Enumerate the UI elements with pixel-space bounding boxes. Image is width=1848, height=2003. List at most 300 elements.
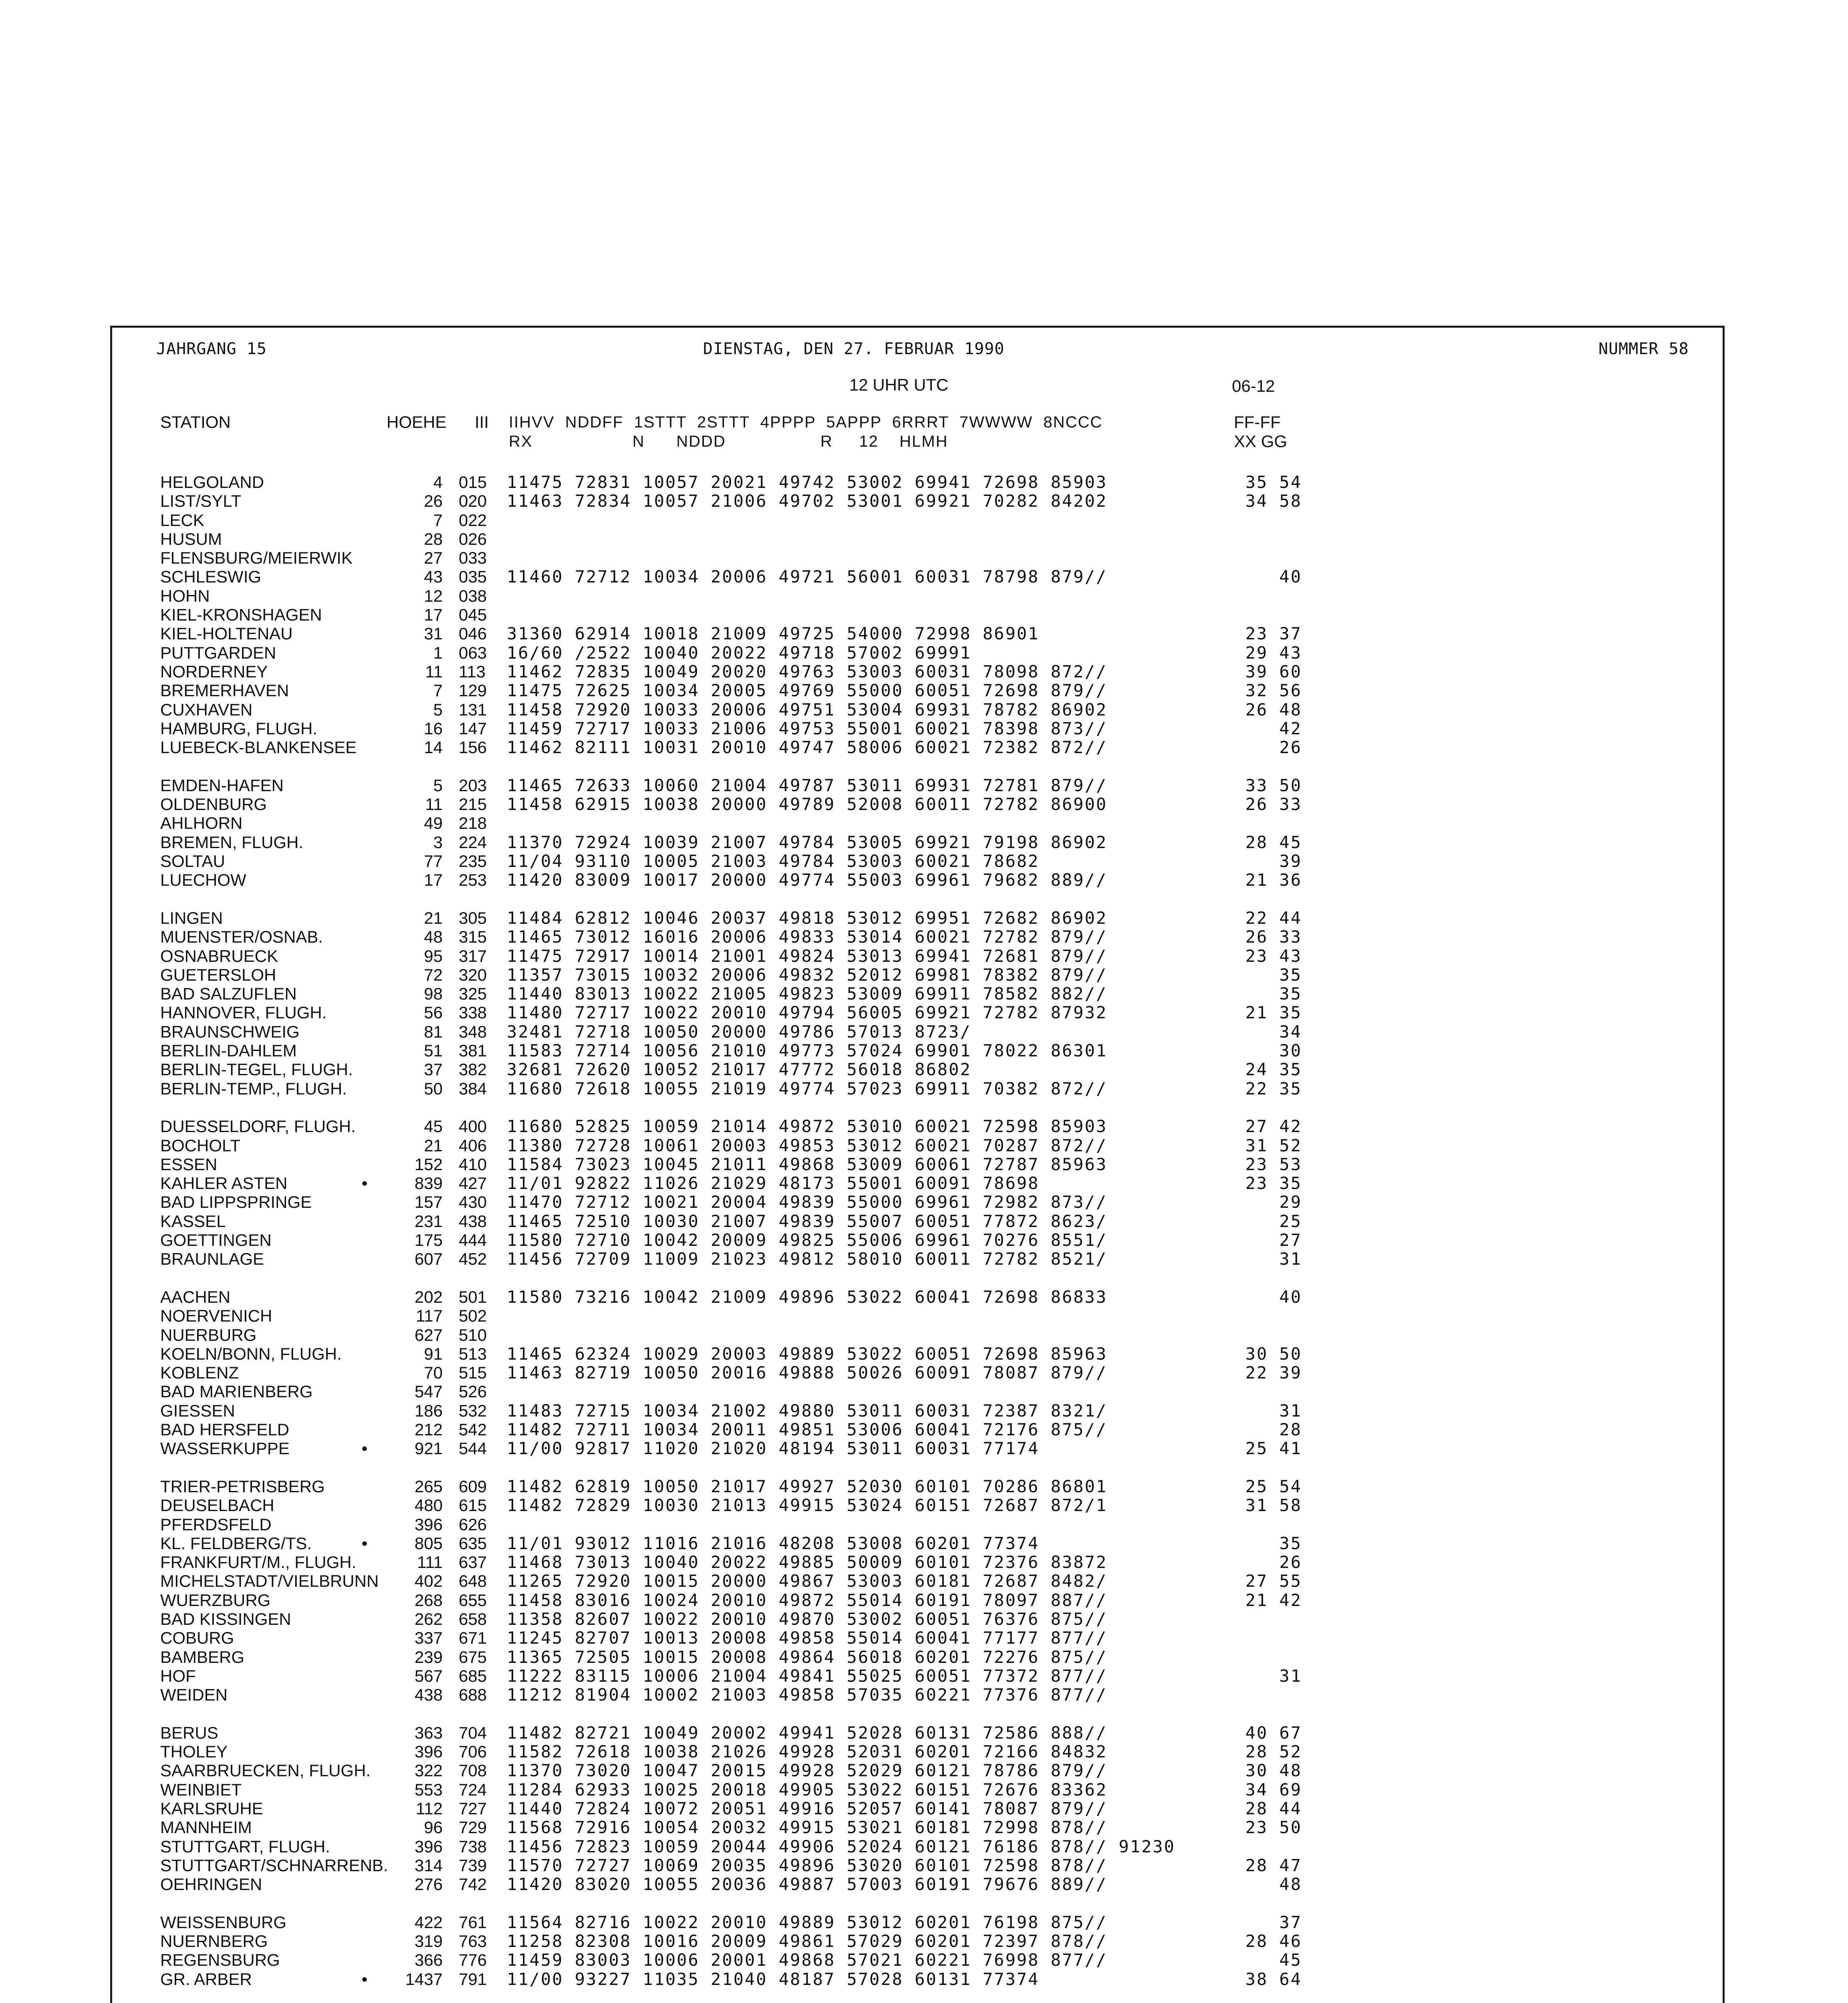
station-index: 706	[459, 1742, 487, 1761]
station-index: 045	[459, 605, 487, 624]
station-height: 31	[424, 624, 443, 643]
station-index: 609	[459, 1477, 487, 1496]
gust-values: 42	[1279, 719, 1302, 738]
station-name: KL. FELDBERG/TS.	[160, 1534, 312, 1553]
station-height: 607	[414, 1249, 443, 1268]
station-index: 635	[459, 1534, 487, 1553]
station-height: 322	[414, 1761, 443, 1780]
gust-values: 28	[1279, 1420, 1302, 1439]
station-index: 776	[459, 1951, 487, 1969]
gust-values: 35	[1279, 965, 1302, 985]
synop-groups: 11365 72505 10015 20008 49864 56018 60201 72276 875//	[507, 1647, 1108, 1667]
station-height: 319	[414, 1932, 443, 1951]
synop-groups: 11462 82111 10031 20010 49747 58006 60021 72382 872//	[507, 738, 1108, 757]
gust-values: 25 54	[1245, 1477, 1302, 1496]
station-index: 410	[459, 1155, 487, 1174]
station-name: LIST/SYLT	[160, 492, 242, 510]
synop-groups: 11/00 93227 11035 21040 48187 57028 60131 77374	[507, 1969, 1040, 1989]
station-name: LUEBECK-BLANKENSEE	[160, 738, 357, 757]
mountain-station-marker: •	[361, 1174, 368, 1193]
synop-groups: 11265 72920 10015 20000 49867 53003 60181 72687 8482/	[507, 1571, 1108, 1591]
gust-values: 28 44	[1245, 1799, 1302, 1818]
station-index: 203	[459, 776, 487, 795]
synop-groups: 11680 52825 10059 21014 49872 53010 60021 72598 85903	[507, 1116, 1108, 1136]
station-index: 113	[459, 662, 486, 681]
synop-groups: 11470 72712 10021 20004 49839 55000 69961 72982 873//	[507, 1192, 1108, 1212]
station-index: 708	[459, 1761, 487, 1780]
synop-groups: 11/00 92817 11020 21020 48194 53011 60031 77174	[507, 1439, 1040, 1458]
station-index: 063	[459, 643, 487, 662]
mountain-station-marker: •	[361, 1534, 368, 1553]
station-height: 7	[433, 511, 443, 530]
station-name: DUESSELDORF, FLUGH.	[160, 1117, 356, 1136]
station-index: 325	[459, 984, 487, 1003]
gust-values: 26	[1279, 1552, 1302, 1572]
synop-groups: 11462 72835 10049 20020 49763 53003 60031 78098 872//	[507, 662, 1108, 681]
synop-groups: 11475 72917 10014 21001 49824 53013 69941 72681 879//	[507, 946, 1108, 966]
station-name: WEIDEN	[160, 1685, 228, 1704]
station-index: 038	[459, 586, 487, 605]
synop-groups: 11222 83115 10006 21004 49841 55025 60051 77372 877//	[507, 1666, 1108, 1686]
station-name: BREMEN, FLUGH.	[160, 833, 304, 852]
synop-groups: 11284 62933 10025 20018 49905 53022 60151 72676 83362	[507, 1780, 1108, 1799]
station-index: 129	[459, 681, 487, 700]
station-name: BRAUNLAGE	[160, 1249, 264, 1268]
synop-groups: 11582 72618 10038 21026 49928 52031 60201 72166 84832	[507, 1742, 1108, 1761]
gust-values: 23 53	[1245, 1155, 1302, 1174]
station-name: WEINBIET	[160, 1780, 242, 1799]
synop-groups: 11420 83009 10017 20000 49774 55003 69961 79682 889//	[507, 870, 1108, 890]
station-index: 305	[459, 909, 487, 927]
station-index: 513	[459, 1344, 487, 1363]
station-height: 95	[424, 947, 443, 965]
station-height: 16	[424, 719, 443, 738]
station-height: 37	[424, 1060, 443, 1079]
station-height: 921	[414, 1439, 443, 1458]
station-name: LUECHOW	[160, 871, 246, 889]
station-name: SOLTAU	[160, 852, 225, 871]
synop-groups: 11482 72829 10030 21013 49915 53024 60151 72687 872/1	[507, 1495, 1108, 1515]
gust-values: 25 41	[1245, 1439, 1302, 1458]
station-name: BAD LIPPSPRINGE	[160, 1193, 312, 1211]
gust-values: 27 55	[1245, 1571, 1302, 1591]
station-index: 406	[459, 1136, 487, 1155]
station-height: 70	[424, 1363, 443, 1382]
synop-groups: 11460 72712 10034 20006 49721 56001 60031 78798 879//	[507, 567, 1108, 586]
synop-groups: 11/01 92822 11026 21029 48173 55001 60091 78698	[507, 1173, 1040, 1193]
station-height: 49	[424, 814, 443, 832]
synop-groups: 11475 72831 10057 20021 49742 53002 69941 72698 85903	[507, 472, 1108, 492]
station-index: 502	[459, 1306, 487, 1325]
station-index: 658	[459, 1610, 487, 1628]
station-name: BAD SALZUFLEN	[160, 984, 297, 1003]
gust-values: 40	[1279, 567, 1302, 586]
gust-values: 35	[1279, 1533, 1302, 1553]
gust-period: 06-12	[1232, 377, 1275, 395]
station-name: BERUS	[160, 1723, 218, 1742]
station-height: 21	[424, 1136, 443, 1155]
station-index: 218	[459, 814, 487, 832]
gust-values: 28 45	[1245, 832, 1302, 852]
column-header-hoehe: HOEHE	[387, 413, 447, 431]
station-height: 98	[424, 984, 443, 1003]
synop-groups: 11483 72715 10034 21002 49880 53011 60031 72387 8321/	[507, 1401, 1108, 1421]
station-height: 43	[424, 567, 443, 586]
synop-groups: 11463 72834 10057 21006 49702 53001 69921 70282 84202	[507, 491, 1108, 511]
gust-values: 29 43	[1245, 643, 1302, 663]
station-height: 26	[424, 492, 443, 510]
station-index: 729	[459, 1818, 487, 1837]
gust-values: 28 46	[1245, 1931, 1302, 1951]
gust-values: 37	[1279, 1912, 1302, 1932]
synop-groups: 11482 82721 10049 20002 49941 52028 60131 72586 888//	[507, 1723, 1108, 1743]
station-name: KIEL-HOLTENAU	[160, 624, 293, 643]
gust-values: 23 35	[1245, 1173, 1302, 1193]
station-name: BERLIN-TEMP., FLUGH.	[160, 1079, 347, 1098]
station-height: 77	[424, 852, 443, 871]
station-index: 215	[459, 795, 487, 814]
station-name: LINGEN	[160, 909, 223, 927]
station-height: 547	[414, 1382, 443, 1401]
synop-groups: 11459 72717 10033 21006 49753 55001 60021 78398 873//	[507, 719, 1108, 738]
station-name: BREMERHAVEN	[160, 681, 289, 700]
station-height: 268	[414, 1591, 443, 1610]
column-header-groups: IIHVV NDDFF 1STTT 2STTT 4PPPP 5APPP 6RRRT 7WWWW 8NCCC	[509, 413, 1103, 431]
station-name: KARLSRUHE	[160, 1799, 263, 1818]
station-index: 131	[459, 700, 487, 719]
synop-groups: 11570 72727 10069 20035 49896 53020 60101 72598 878//	[507, 1856, 1108, 1875]
synop-groups: 11680 72618 10055 21019 49774 57023 69911 70382 872//	[507, 1079, 1108, 1098]
station-index: 452	[459, 1249, 487, 1268]
synop-groups: 11/04 93110 10005 21003 49784 53003 60021 78682	[507, 851, 1040, 871]
station-height: 805	[414, 1534, 443, 1553]
station-index: 510	[459, 1326, 487, 1344]
gust-values: 28 52	[1245, 1742, 1302, 1761]
synop-groups: 32481 72718 10050 20000 49786 57013 8723/	[507, 1022, 971, 1042]
synop-groups: 11380 72728 10061 20003 49853 53012 60021 70287 872//	[507, 1136, 1108, 1155]
station-name: STUTTGART/SCHNARRENB.	[160, 1856, 388, 1875]
gust-values: 31 58	[1245, 1495, 1302, 1515]
station-index: 438	[459, 1212, 487, 1231]
station-height: 231	[414, 1212, 443, 1231]
station-index: 317	[459, 947, 487, 965]
column-header-ff: FF-FF	[1234, 413, 1281, 431]
station-name: EMDEN-HAFEN	[160, 776, 284, 795]
station-index: 430	[459, 1193, 487, 1211]
synop-groups: 11580 73216 10042 21009 49896 53022 60041 72698 86833	[507, 1287, 1108, 1307]
synop-groups: 11357 73015 10032 20006 49832 52012 69981 78382 879//	[507, 965, 1108, 985]
station-name: DEUSELBACH	[160, 1496, 274, 1515]
station-height: 186	[414, 1401, 443, 1420]
station-index: 542	[459, 1420, 487, 1439]
station-name: FLENSBURG/MEIERWIK	[160, 548, 353, 567]
gust-values: 30 48	[1245, 1761, 1302, 1780]
station-height: 337	[414, 1628, 443, 1647]
gust-values: 21 35	[1245, 1003, 1302, 1022]
station-index: 763	[459, 1932, 487, 1951]
station-name: MICHELSTADT/VIELBRUNN	[160, 1572, 379, 1590]
station-name: HELGOLAND	[160, 473, 264, 492]
station-name: NUERNBERG	[160, 1932, 268, 1951]
station-index: 022	[459, 511, 487, 530]
station-name: GOETTINGEN	[160, 1231, 272, 1249]
station-index: 742	[459, 1875, 487, 1894]
station-index: 671	[459, 1628, 487, 1647]
station-name: WASSERKUPPE	[160, 1439, 290, 1458]
station-index: 648	[459, 1572, 487, 1590]
station-height: 402	[414, 1572, 443, 1590]
synop-groups: 32681 72620 10052 21017 47772 56018 86802	[507, 1060, 971, 1079]
station-name: KIEL-KRONSHAGEN	[160, 605, 322, 624]
station-index: 015	[459, 473, 487, 492]
observation-time: 12 UHR UTC	[849, 375, 949, 394]
synop-groups: 11475 72625 10034 20005 49769 55000 60051 72698 879//	[507, 681, 1108, 700]
station-height: 51	[424, 1041, 443, 1060]
station-name: GR. ARBER	[160, 1970, 252, 1989]
issue-number: NUMMER 58	[1598, 340, 1689, 358]
gust-values: 27 42	[1245, 1116, 1302, 1136]
station-height: 366	[414, 1951, 443, 1969]
station-index: 655	[459, 1591, 487, 1610]
synop-groups: 11/01 93012 11016 21016 48208 53008 60201 77374	[507, 1533, 1040, 1553]
gust-values: 40	[1279, 1287, 1302, 1307]
station-name: OEHRINGEN	[160, 1875, 262, 1894]
gust-values: 31	[1279, 1249, 1302, 1269]
station-name: TRIER-PETRISBERG	[160, 1477, 325, 1496]
synop-groups: 11440 83013 10022 21005 49823 53009 69911 78582 882//	[507, 984, 1108, 1004]
synop-groups: 11482 72711 10034 20011 49851 53006 60041 72176 875//	[507, 1420, 1108, 1439]
station-height: 396	[414, 1837, 443, 1856]
station-height: 48	[424, 927, 443, 946]
synop-groups: 11440 72824 10072 20051 49916 52057 60141 78087 879//	[507, 1799, 1108, 1818]
station-name: BRAUNSCHWEIG	[160, 1022, 300, 1041]
station-name: STUTTGART, FLUGH.	[160, 1837, 330, 1856]
station-name: HAMBURG, FLUGH.	[160, 719, 318, 738]
station-height: 28	[424, 530, 443, 548]
station-index: 791	[459, 1970, 487, 1989]
station-height: 553	[414, 1780, 443, 1799]
station-height: 72	[424, 965, 443, 984]
station-height: 112	[416, 1799, 443, 1818]
synop-groups: 11465 72633 10060 21004 49787 53011 69931 72781 879//	[507, 776, 1108, 795]
station-height: 314	[414, 1856, 443, 1875]
synop-groups: 11465 72510 10030 21007 49839 55007 60051 77872 8623/	[507, 1211, 1108, 1231]
synop-groups: 11484 62812 10046 20037 49818 53012 69951 72682 86902	[507, 908, 1108, 928]
synop-groups: 11358 82607 10022 20010 49870 53002 60051 76376 875//	[507, 1609, 1108, 1629]
station-name: KOELN/BONN, FLUGH.	[160, 1344, 342, 1363]
station-height: 1	[433, 643, 443, 662]
station-name: BERLIN-DAHLEM	[160, 1041, 297, 1060]
synop-groups: 31360 62914 10018 21009 49725 54000 72998 86901	[507, 624, 1040, 643]
station-height: 91	[424, 1344, 443, 1363]
gust-values: 35	[1279, 984, 1302, 1004]
station-index: 615	[459, 1496, 487, 1515]
gust-values: 39	[1279, 851, 1302, 871]
station-height: 56	[424, 1003, 443, 1022]
synop-groups: 11468 73013 10040 20022 49885 50009 60101 72376 83872	[507, 1552, 1108, 1572]
synop-groups: 11465 73012 16016 20006 49833 53014 60021 72782 879//	[507, 927, 1108, 947]
station-index: 738	[459, 1837, 487, 1856]
station-name: HANNOVER, FLUGH.	[160, 1003, 327, 1022]
station-name: AACHEN	[160, 1288, 231, 1306]
station-index: 739	[459, 1856, 487, 1875]
station-name: ESSEN	[160, 1155, 218, 1174]
station-height: 1437	[405, 1970, 443, 1989]
station-height: 111	[417, 1553, 443, 1572]
station-index: 033	[459, 548, 487, 567]
station-name: SAARBRUECKEN, FLUGH.	[160, 1761, 371, 1780]
station-height: 422	[414, 1913, 443, 1932]
station-height: 175	[414, 1231, 443, 1249]
station-name: NOERVENICH	[160, 1306, 272, 1325]
station-index: 020	[459, 492, 487, 510]
station-index: 704	[459, 1723, 487, 1742]
station-height: 627	[414, 1326, 443, 1344]
station-height: 276	[414, 1875, 443, 1894]
synop-groups: 11580 72710 10042 20009 49825 55006 69961 70276 8551/	[507, 1230, 1108, 1250]
station-name: GIESSEN	[160, 1401, 235, 1420]
synop-groups: 11568 72916 10054 20032 49915 53021 60181 72998 878//	[507, 1818, 1108, 1837]
station-height: 212	[414, 1420, 443, 1439]
issue-date: DIENSTAG, DEN 27. FEBRUAR 1990	[703, 340, 1005, 358]
gust-values: 26	[1279, 738, 1302, 757]
synop-groups: 16/60 /2522 10040 20022 49718 57002 69991	[507, 643, 971, 663]
station-name: BAD KISSINGEN	[160, 1610, 291, 1628]
station-height: 239	[414, 1648, 443, 1666]
station-index: 532	[459, 1401, 487, 1420]
gust-values: 38 64	[1245, 1969, 1302, 1989]
gust-values: 40 67	[1245, 1723, 1302, 1743]
station-index: 544	[459, 1439, 487, 1458]
station-name: THOLEY	[160, 1742, 228, 1761]
gust-values: 30	[1279, 1041, 1302, 1060]
station-height: 11	[425, 662, 443, 681]
station-name: HUSUM	[160, 530, 222, 548]
station-name: HOF	[160, 1666, 196, 1685]
synop-groups: 11420 83020 10055 20036 49887 57003 60191 79676 889//	[507, 1874, 1108, 1894]
volume-label: JAHRGANG 15	[156, 340, 267, 358]
synop-groups: 11584 73023 10045 21011 49868 53009 60061 72787 85963	[507, 1155, 1108, 1174]
station-index: 338	[459, 1003, 487, 1022]
station-name: COBURG	[160, 1628, 234, 1647]
gust-values: 31	[1279, 1666, 1302, 1686]
station-name: WEISSENBURG	[160, 1913, 287, 1932]
column-header-ff-sub: XX GG	[1234, 432, 1288, 451]
station-name: BAD HERSFELD	[160, 1420, 290, 1439]
station-index: 235	[459, 852, 487, 871]
station-index: 526	[459, 1382, 487, 1401]
station-name: REGENSBURG	[160, 1951, 280, 1969]
station-height: 265	[414, 1477, 443, 1496]
station-name: BERLIN-TEGEL, FLUGH.	[160, 1060, 353, 1079]
gust-values: 21 42	[1245, 1590, 1302, 1610]
station-name: KAHLER ASTEN	[160, 1174, 288, 1193]
station-name: AHLHORN	[160, 814, 243, 832]
gust-values: 28 47	[1245, 1856, 1302, 1875]
synop-groups: 11456 72823 10059 20044 49906 52024 60121 76186 878// 91230	[507, 1837, 1175, 1856]
station-index: 253	[459, 871, 487, 889]
station-height: 5	[433, 776, 443, 795]
station-index: 224	[459, 833, 487, 852]
station-height: 81	[424, 1022, 443, 1041]
station-index: 035	[459, 567, 487, 586]
synop-groups: 11456 72709 11009 21023 49812 58010 60011 72782 8521/	[507, 1249, 1108, 1269]
column-header-station: STATION	[160, 413, 231, 431]
station-height: 202	[414, 1288, 443, 1306]
station-height: 14	[424, 738, 443, 757]
station-name: MUENSTER/OSNAB.	[160, 927, 323, 946]
station-height: 12	[424, 586, 443, 605]
station-index: 400	[459, 1117, 487, 1136]
station-height: 5	[433, 700, 443, 719]
gust-values: 22 35	[1245, 1079, 1302, 1098]
gust-values: 48	[1279, 1874, 1302, 1894]
station-height: 567	[414, 1666, 443, 1685]
gust-values: 26 33	[1245, 927, 1302, 947]
synop-groups: 11458 72920 10033 20006 49751 53004 69931 78782 86902	[507, 700, 1108, 719]
station-index: 320	[459, 965, 487, 984]
gust-values: 25	[1279, 1211, 1302, 1231]
station-index: 427	[459, 1174, 487, 1193]
station-height: 96	[424, 1818, 443, 1837]
station-height: 480	[414, 1496, 443, 1515]
station-height: 4	[433, 473, 443, 492]
gust-values: 31	[1279, 1401, 1302, 1421]
station-index: 675	[459, 1648, 487, 1666]
station-height: 117	[416, 1306, 443, 1325]
station-name: OLDENBURG	[160, 795, 267, 814]
station-index: 444	[459, 1231, 487, 1249]
gust-values: 21 36	[1245, 870, 1302, 890]
synop-groups: 11212 81904 10002 21003 49858 57035 60221 77376 877//	[507, 1685, 1108, 1705]
synop-groups: 11583 72714 10056 21010 49773 57024 69901 78022 86301	[507, 1041, 1108, 1060]
station-height: 21	[424, 909, 443, 927]
gust-values: 35 54	[1245, 472, 1302, 492]
gust-values: 23 50	[1245, 1818, 1302, 1837]
station-name: KOBLENZ	[160, 1363, 239, 1382]
station-index: 026	[459, 530, 487, 548]
station-height: 396	[414, 1515, 443, 1534]
station-height: 262	[414, 1610, 443, 1628]
station-name: OSNABRUECK	[160, 947, 278, 965]
synop-groups: 11258 82308 10016 20009 49861 57029 60201 72397 878//	[507, 1931, 1108, 1951]
station-index: 515	[459, 1363, 487, 1382]
gust-values: 26 33	[1245, 794, 1302, 814]
station-height: 3	[433, 833, 443, 852]
station-name: KASSEL	[160, 1212, 226, 1231]
gust-values: 34 58	[1245, 491, 1302, 511]
synop-groups: 11370 72924 10039 21007 49784 53005 69921 79198 86902	[507, 832, 1108, 852]
station-height: 50	[424, 1079, 443, 1098]
station-height: 11	[425, 795, 443, 814]
station-name: SCHLESWIG	[160, 567, 262, 586]
synop-groups: 11458 83016 10024 20010 49872 55014 60191 78097 887//	[507, 1590, 1108, 1610]
station-height: 17	[424, 871, 443, 889]
gust-values: 39 60	[1245, 662, 1302, 681]
station-name: BAMBERG	[160, 1648, 245, 1666]
gust-values: 32 56	[1245, 681, 1302, 700]
station-name: BOCHOLT	[160, 1136, 240, 1155]
station-index: 046	[459, 624, 487, 643]
station-height: 438	[414, 1685, 443, 1704]
station-index: 381	[459, 1041, 487, 1060]
station-index: 156	[459, 738, 487, 757]
synop-groups: 11463 82719 10050 20016 49888 50026 60091 78087 879//	[507, 1363, 1108, 1382]
station-name: NORDERNEY	[160, 662, 268, 681]
station-index: 315	[459, 927, 487, 946]
station-index: 637	[459, 1553, 487, 1572]
station-index: 727	[459, 1799, 487, 1818]
